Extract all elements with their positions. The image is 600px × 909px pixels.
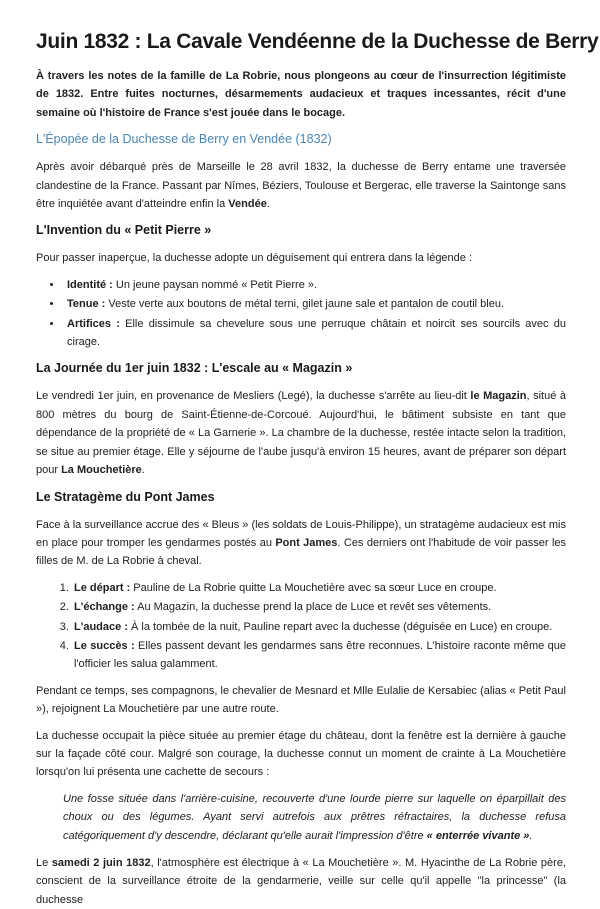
- text-run: Vendée: [228, 198, 267, 211]
- numbered-item: [72, 637, 566, 674]
- body-paragraph: [36, 854, 566, 909]
- text-run: .: [529, 829, 533, 842]
- text-run: Le vendredi 1er juin, en provenance de Mesliers (Legé), la duchesse s'arrête au lieu-dit: [36, 390, 471, 403]
- body-paragraph: [36, 158, 566, 213]
- text-run: L'échange :: [74, 601, 135, 614]
- link-heading[interactable]: L'Épopée de la Duchesse de Berry en Vendée (1832): [36, 132, 332, 147]
- bullet-list: [36, 276, 566, 352]
- text-run: Pauline de La Robrie quitte La Mouchetière avec sa sœur Luce en croupe.: [130, 581, 497, 594]
- text-run: , l'atmosphère est électrique à « La Mouchetière ». M. Hyacinthe de La Robrie père, conscient de la surveillance étroite de la gendarmerie, veille sur celle qu'il appelle "la princesse" (la duchesse: [36, 857, 566, 906]
- text-run: Une fosse située dans l'arrière-cuisine, recouverte d'une lourde pierre sur laquelle on éparpillait des choux ou des légumes. Ayant servi autrefois aux prêtres réfractaires, la duchesse refusa catégoriquement d'y descendre, déclarant qu'elle aurait l'impression d'être: [63, 792, 566, 842]
- text-run: , situé à 800 mètres du bourg de Saint-Étienne-de-Corcoué. Aujourd'hui, le bâtiment subsiste en tant que dépendance de la propriété de « La Garnerie ». La chambre de la duchesse, restée intacte selon la tradition, se situe au premier étage. Elle y séjourne de l'aube jusqu'à environ 15 heures, avant de préparer son départ pour: [36, 390, 566, 477]
- body-paragraph: [36, 516, 566, 571]
- text-run: Le départ :: [74, 581, 131, 594]
- text-run: Artifices :: [67, 317, 120, 330]
- text-run: Le succès :: [74, 639, 135, 652]
- numbered-item: [72, 579, 566, 597]
- text-run: Face à la surveillance accrue des « Bleus » (les soldats de Louis-Philippe), un stratagème audacieux est mis en place pour tromper les gendarmes postés au: [36, 518, 566, 549]
- text-run: Un jeune paysan nommé « Petit Pierre ».: [112, 278, 318, 291]
- text-run: Le: [36, 857, 52, 869]
- text-run: le Magazin: [470, 390, 527, 403]
- body-paragraph: [36, 387, 566, 479]
- text-run: Au Magazin, la duchesse prend la place de Luce et revêt ses vêtements.: [134, 601, 492, 614]
- intro-paragraph: [36, 67, 566, 122]
- body-paragraph: [36, 682, 566, 719]
- section-heading: La Journée du 1er juin 1832 : L'escale au « Magazin »: [36, 361, 353, 376]
- text-run: La duchesse occupait la pièce située au premier étage du château, dont la fenêtre est la dernière à gauche sur la façade côté cour. Malgré son courage, la duchesse connut un moment de crainte à La Mouchetière lorsqu'on lui présenta une cachette de secours :: [36, 729, 566, 779]
- body-paragraph: [36, 727, 566, 782]
- text-run: La Mouchetière: [61, 464, 142, 477]
- text-run: Elle dissimule sa chevelure sous une perruque châtain et noircit ses sourcils avec du cirage.: [67, 317, 566, 349]
- numbered-item: [72, 598, 566, 616]
- document-body: [36, 67, 566, 909]
- text-run: Pendant ce temps, ses compagnons, le chevalier de Mesnard et Mlle Eulalie de Kersabiec (alias « Petit Paul »), rejoignent La Mouchetière par une autre route.: [36, 684, 566, 716]
- bullet-item: [63, 315, 566, 352]
- text-run: « enterrée vivante »: [426, 829, 530, 842]
- text-run: À travers les notes de la famille de La Robrie, nous plongeons au cœur de l'insurrection légitimiste de 1832. Entre fuites nocturnes, désarmements audacieux et traques incessantes, récit d'une semaine où l'histoire de France s'est jouée dans le bocage.: [36, 70, 566, 119]
- section-heading: Le Stratagème du Pont James: [36, 489, 215, 504]
- text-run: L'audace :: [74, 620, 128, 633]
- text-run: À la tombée de la nuit, Pauline repart avec la duchesse (déguisée en Luce) en croupe.: [127, 620, 553, 633]
- text-run: Après avoir débarqué près de Marseille le 28 avril 1832, la duchesse de Berry entame une traversée clandestine de la France. Passant par Nîmes, Béziers, Toulouse et Bergerac, elle traverse la Saintonge sans être inquiétée avant d'atteindre enfin la: [36, 161, 566, 211]
- section-heading: L'Invention du « Petit Pierre »: [36, 223, 212, 238]
- bullet-item: [63, 276, 566, 294]
- text-run: .: [141, 464, 145, 477]
- text-run: Tenue :: [67, 298, 106, 311]
- text-run: . Ces derniers ont l'habitude de voir passer les filles de M. de La Robrie à cheval.: [36, 536, 566, 568]
- document-title: Juin 1832 : La Cavale Vendéenne de la Duchesse de Berry: [36, 30, 599, 53]
- bullet-item: [63, 295, 566, 313]
- text-run: Pour passer inaperçue, la duchesse adopte un déguisement qui entrera dans la légende :: [36, 252, 473, 265]
- text-run: .: [266, 198, 270, 211]
- quote-paragraph: [63, 790, 566, 845]
- text-run: Elles passent devant les gendarmes sans être reconnues. L'histoire raconte même que l'officier les salua galamment.: [74, 639, 567, 671]
- text-run: Pont James: [275, 536, 338, 549]
- text-run: Identité :: [67, 278, 113, 291]
- body-paragraph: [36, 249, 566, 267]
- numbered-list: [36, 579, 566, 674]
- numbered-item: [72, 618, 566, 636]
- text-run: samedi 2 juin 1832: [51, 857, 151, 869]
- text-run: Veste verte aux boutons de métal terni, gilet jaune sale et pantalon de coutil bleu.: [105, 298, 505, 311]
